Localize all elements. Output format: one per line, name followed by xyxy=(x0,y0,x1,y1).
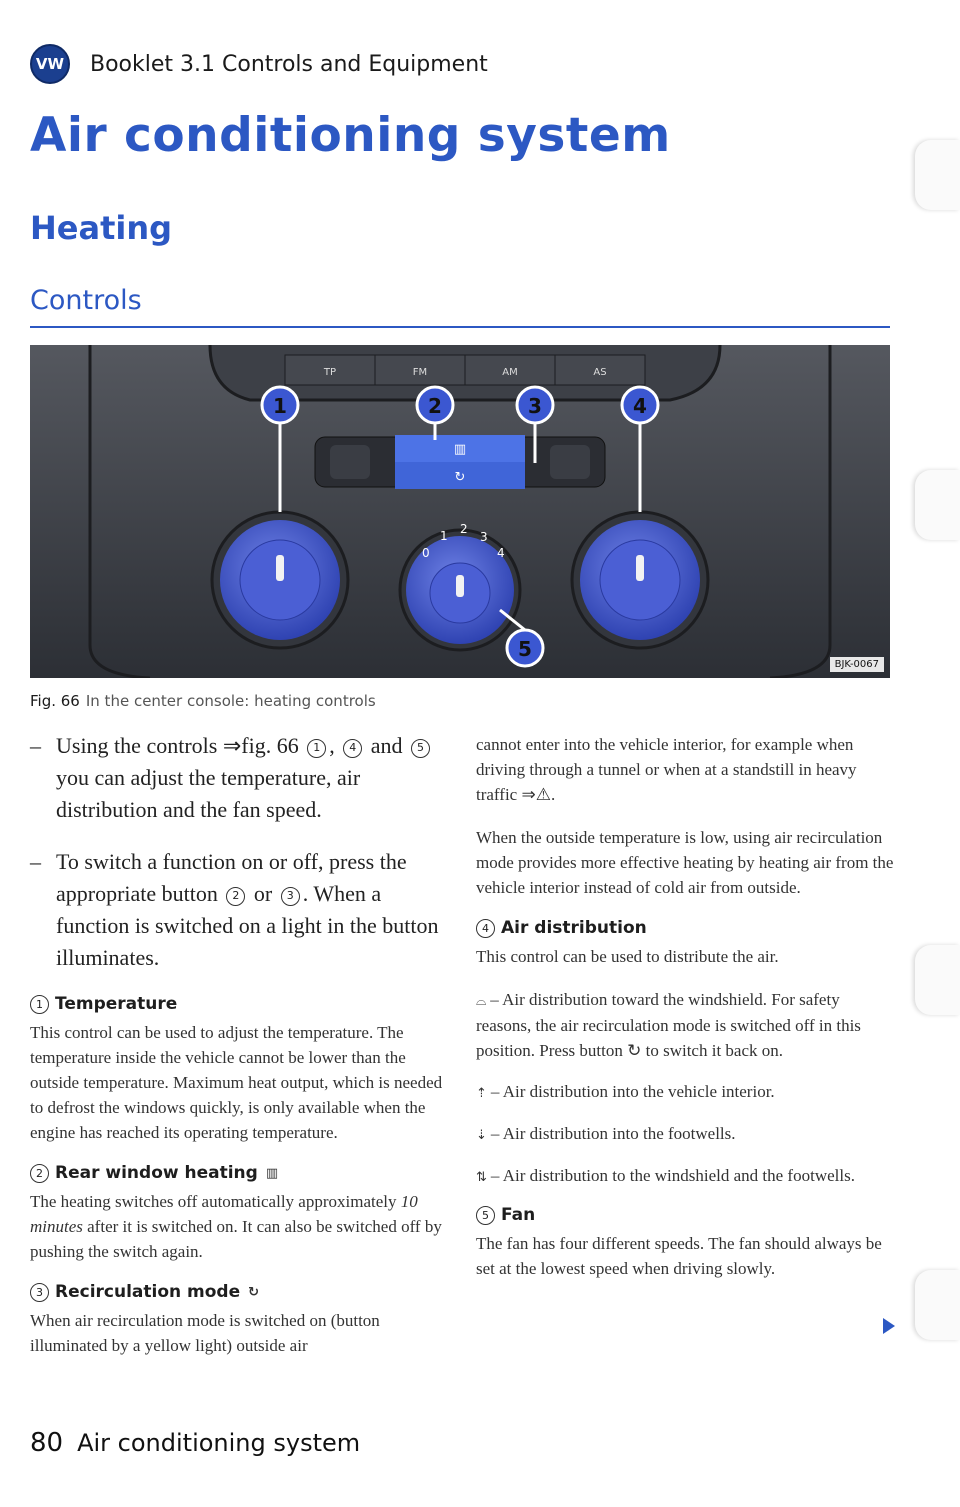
subsection-heading: Controls xyxy=(30,285,142,316)
callout-2 xyxy=(417,387,453,423)
windshield-footwell-mode-item: ⇅ – Air distribution to the windshield and the footwells. xyxy=(476,1163,896,1189)
recirculation-note: When the outside temperature is low, using air recirculation mode provides more effective heating by heating air from the vehicle interior instead of cold air from outside. xyxy=(476,828,894,897)
caption-label: Fig. 66 xyxy=(30,692,80,710)
windshield-icon: ⌓ xyxy=(476,993,487,1008)
svg-text:1: 1 xyxy=(273,394,287,418)
svg-text:2: 2 xyxy=(428,394,442,418)
page-header xyxy=(30,44,488,84)
temperature-heading: 1 Temperature xyxy=(30,994,448,1014)
vw-logo: VW xyxy=(30,44,70,84)
radio-am-label: AM xyxy=(502,367,518,378)
radio-as-label: AS xyxy=(593,367,607,378)
callout-4 xyxy=(622,387,658,423)
footwell-mode-item: ⇣ – Air distribution into the footwells. xyxy=(476,1121,896,1147)
page-tab xyxy=(915,1270,960,1340)
heading-rule xyxy=(30,326,890,328)
recirculation-text: When air recirculation mode is switched on (button illuminated by a yellow light) outside air xyxy=(30,1311,380,1355)
figure-id: BJK-0067 xyxy=(830,657,884,672)
figure-illustration xyxy=(30,345,890,678)
radio-fm-label: FM xyxy=(412,367,428,378)
fan-scale-1: 1 xyxy=(440,529,448,543)
instruction-adjust: – Using the controls ⇒fig. 66 1 , 4 and 5 you can adjust the temperature, air distribution and the fan speed. xyxy=(30,730,448,826)
page-tab xyxy=(915,945,960,1015)
heating-controls-figure xyxy=(30,345,890,678)
page-number: 80 xyxy=(30,1428,64,1458)
radio-tp-label: TP xyxy=(323,367,337,378)
fan-scale-0: 0 xyxy=(422,546,430,560)
svg-text:4: 4 xyxy=(633,394,647,418)
right-column xyxy=(476,732,896,1299)
page-footer xyxy=(30,1428,360,1458)
rear-window-text: The heating switches off automatically approximately 10 minutes after it is switched on. It can also be switched off by pushing the switch again. xyxy=(30,1192,442,1261)
fan-heading: 5 Fan xyxy=(476,1205,896,1225)
windshield-mode-item: ⌓ – Air distribution toward the windshield. For safety reasons, the air recirculation mode is switched off in this position. Press button ↻ to switch it back on. xyxy=(476,990,861,1060)
windshield-footwell-icon: ⇅ xyxy=(476,1169,487,1184)
booklet-title: Booklet 3.1 Controls and Equipment xyxy=(90,51,488,77)
svg-text:↻: ↻ xyxy=(454,470,466,485)
callout-3 xyxy=(517,387,553,423)
fan-scale-4: 4 xyxy=(497,546,505,560)
svg-text:▥: ▥ xyxy=(453,442,467,457)
recirculation-heading: 3 Recirculation mode ↻ xyxy=(30,1282,448,1302)
interior-mode-item: ⇡ – Air distribution into the vehicle interior. xyxy=(476,1079,896,1105)
page-title: Air conditioning system xyxy=(30,108,671,163)
continue-arrow-icon xyxy=(883,1318,895,1334)
rear-window-heading: 2 Rear window heating ▥ xyxy=(30,1163,448,1183)
svg-text:3: 3 xyxy=(528,394,542,418)
left-column xyxy=(30,730,448,1376)
fan-scale-2: 2 xyxy=(460,522,468,536)
page-tab xyxy=(915,470,960,540)
caption-text: In the center console: heating controls xyxy=(85,692,376,710)
fan-text: The fan has four different speeds. The fan should always be set at the lowest speed when driving slowly. xyxy=(476,1234,882,1278)
radio-button-row xyxy=(285,355,645,385)
air-distribution-heading: 4 Air distribution xyxy=(476,918,896,938)
footer-title: Air conditioning system xyxy=(77,1429,361,1457)
fan-scale-3: 3 xyxy=(480,530,488,544)
callout-1 xyxy=(262,387,298,423)
figure-caption xyxy=(30,692,376,710)
instruction-switch: – To switch a function on or off, press the appropriate button 2 or 3 . When a function is switched on a light in the button illuminates. xyxy=(30,849,439,970)
svg-text:5: 5 xyxy=(518,637,532,661)
temperature-text: This control can be used to adjust the temperature. The temperature inside the vehicle cannot be lower than the outside temperature. Maximum heat output, which is needed to defrost the windows quickly, is only available when the engine has reached its operating temperature. xyxy=(30,1023,443,1142)
recirculation-icon: ↻ xyxy=(248,1284,260,1300)
rear-window-icon: ▥ xyxy=(265,1165,279,1181)
callout-5 xyxy=(507,630,543,666)
section-heading: Heating xyxy=(30,209,173,247)
interior-air-icon: ⇡ xyxy=(476,1085,487,1100)
footwell-icon: ⇣ xyxy=(476,1127,487,1142)
recirculation-continued: cannot enter into the vehicle interior, for example when driving through a tunnel or when at a standstill in heavy traffic ⇒⚠. xyxy=(476,735,857,804)
page-tab xyxy=(915,140,960,210)
air-distribution-text: This control can be used to distribute the air. xyxy=(476,947,779,966)
